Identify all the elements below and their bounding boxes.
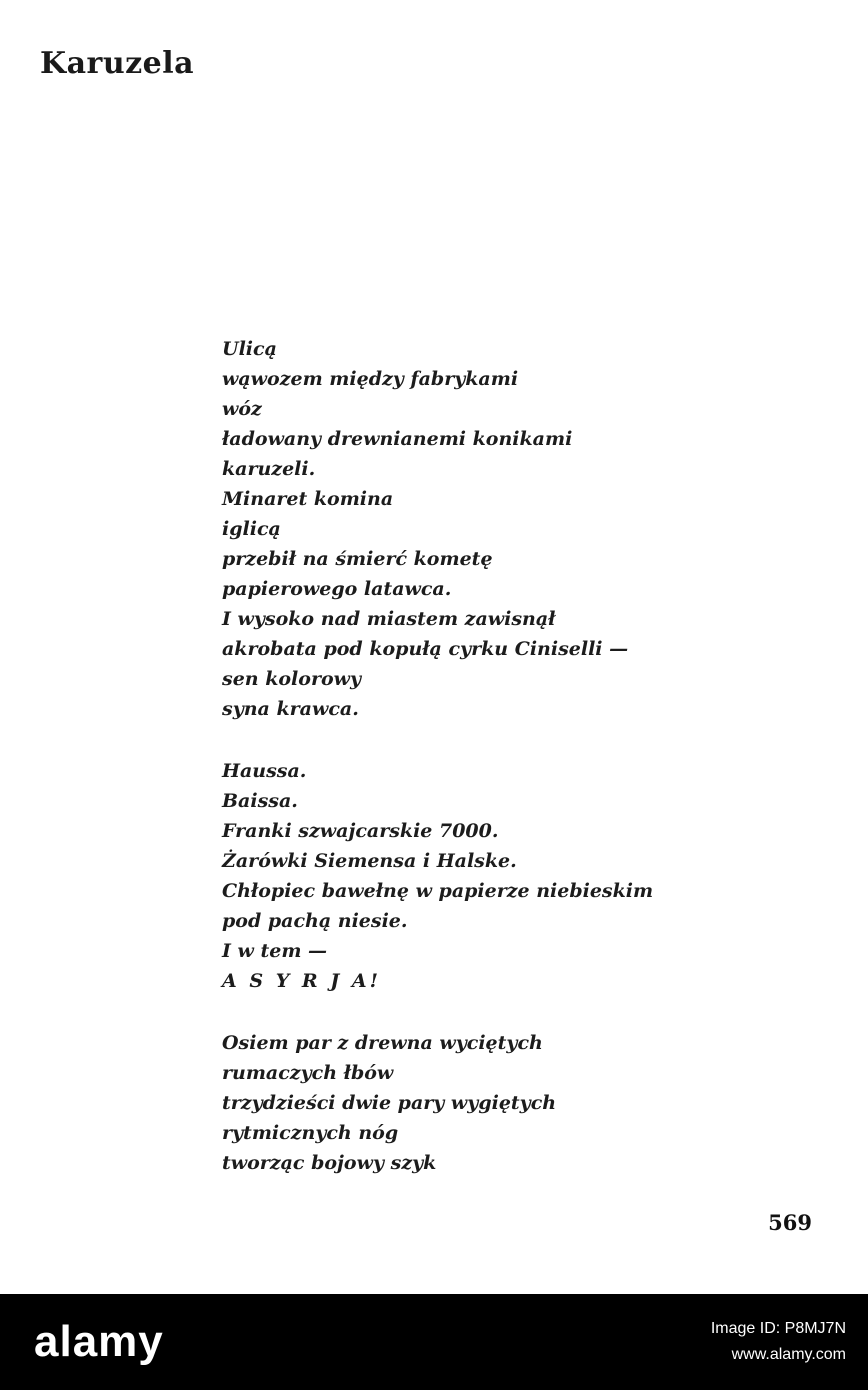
poem: [222, 334, 702, 1210]
poem-line: wąwozem między fabrykami: [222, 368, 519, 390]
alamy-url: www.alamy.com: [731, 1346, 846, 1363]
poem-line: Ulicą: [222, 338, 277, 360]
poem-line: I w tem —: [222, 940, 328, 962]
poem-line: wóz: [222, 398, 262, 420]
poem-line: syna krawca.: [222, 698, 359, 720]
poem-line: I wysoko nad miastem zawisnął: [222, 608, 556, 630]
poem-line: pod pachą niesie.: [222, 910, 408, 932]
poem-line: trzydzieści dwie pary wygiętych: [222, 1092, 557, 1114]
poem-line: ładowany drewnianemi konikami: [222, 428, 573, 450]
image-id-label: Image ID: P8MJ7N: [710, 1320, 846, 1337]
poem-line: A S Y R J A!: [222, 970, 381, 992]
poem-line: przebił na śmierć kometę: [222, 548, 493, 570]
poem-line: rytmicznych nóg: [222, 1122, 399, 1144]
poem-line: Haussa.: [222, 760, 307, 782]
alamy-logo: alamy: [34, 1317, 164, 1366]
stanza: [222, 1028, 702, 1178]
poem-line: Osiem par z drewna wyciętych: [222, 1032, 543, 1054]
poem-line: papierowego latawca.: [222, 578, 452, 600]
poem-line: Franki szwajcarskie 7000.: [222, 820, 499, 842]
poem-line: karuzeli.: [222, 458, 316, 480]
page-number: 569: [768, 1210, 812, 1235]
poem-line: tworząc bojowy szyk: [222, 1152, 437, 1174]
poem-line: Minaret komina: [222, 488, 394, 510]
poem-line: rumaczych łbów: [222, 1062, 394, 1084]
poem-line: Żarówki Siemensa i Halske.: [222, 850, 517, 872]
watermark-bar: [0, 1294, 868, 1390]
page-title: Karuzela: [40, 46, 195, 81]
poem-line: akrobata pod kopułą cyrku Ciniselli —: [222, 638, 629, 660]
stanza: [222, 756, 702, 996]
poem-line: sen kolorowy: [222, 668, 362, 690]
poem-line: iglicą: [222, 518, 281, 540]
watermark-meta: [711, 1316, 846, 1368]
stanza: [222, 334, 702, 724]
poem-line: Chłopiec bawełnę w papierze niebieskim: [222, 880, 654, 902]
poem-line: Baissa.: [222, 790, 298, 812]
